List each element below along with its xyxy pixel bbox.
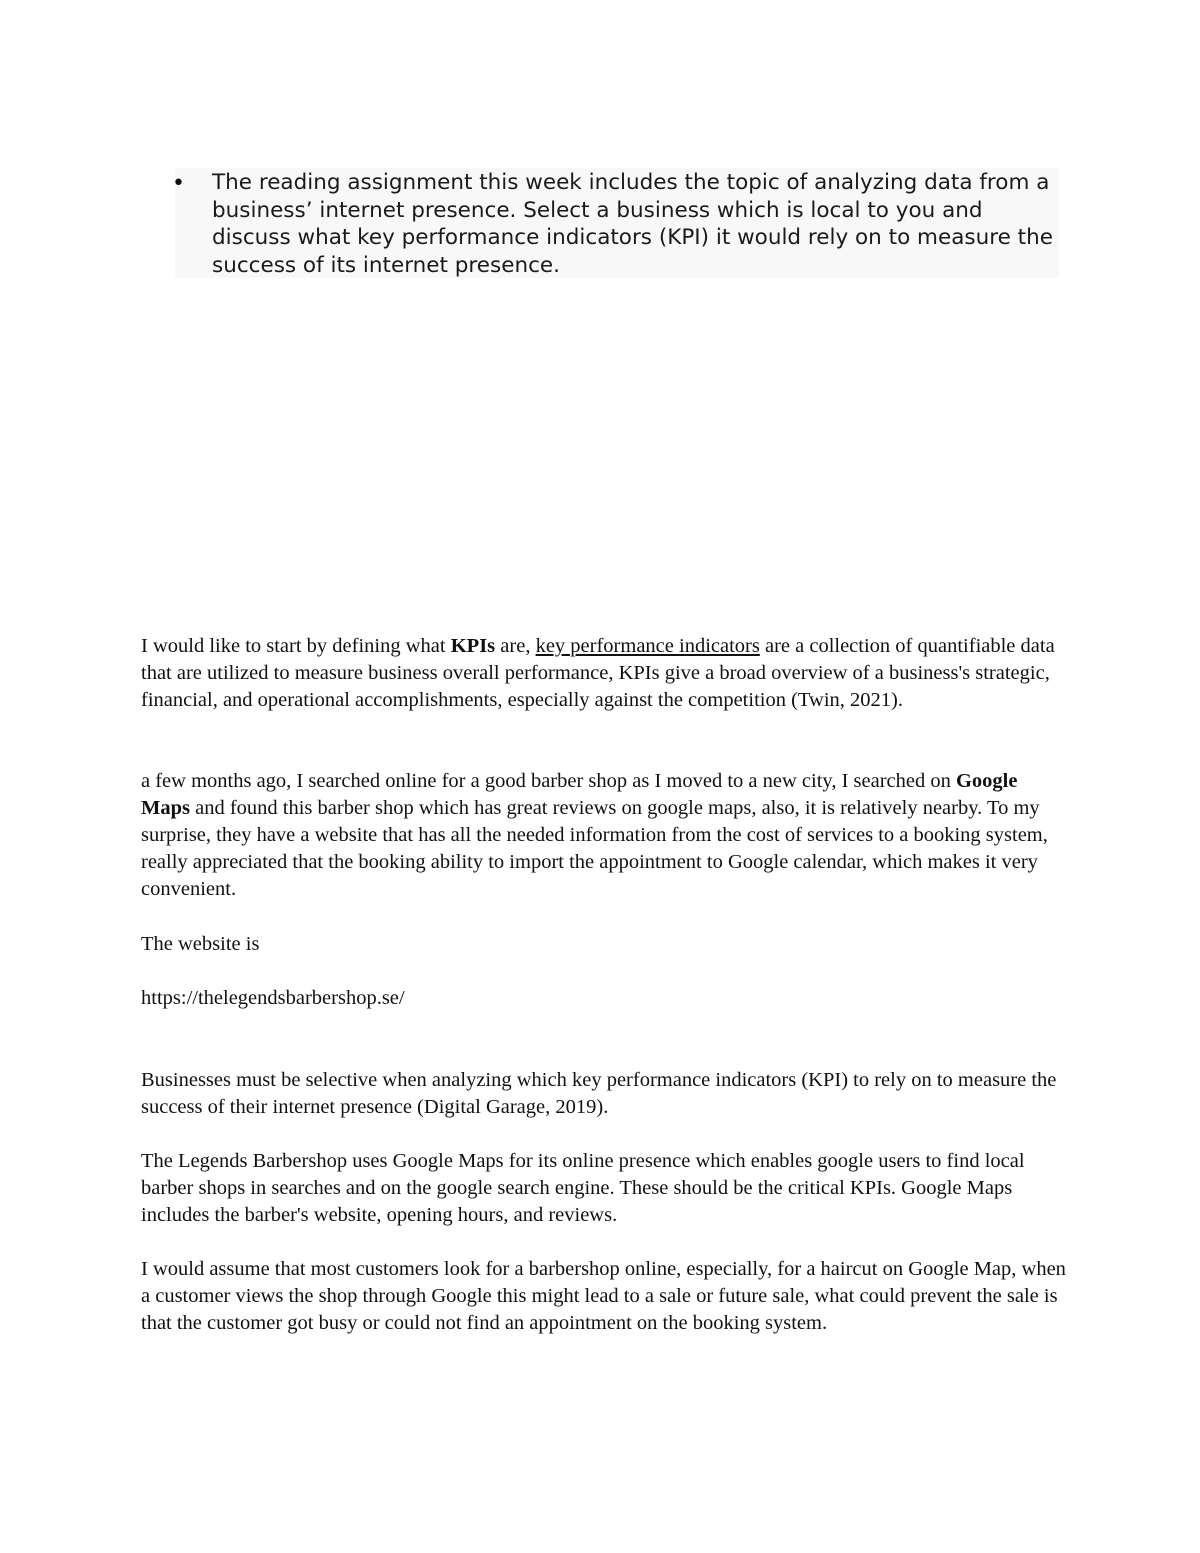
bold-term-google-maps: Google Maps xyxy=(141,770,1018,819)
paragraph-website-intro: The website is xyxy=(141,933,260,955)
assignment-prompt: The reading assignment this week includes the topic of analyzing data from a business’ internet presence. Select a business which is local to you and discuss what key performance indicators (KPI) it would rely on to measure the success of its internet presence. xyxy=(212,170,1053,278)
text-run: are a collection of quantifiable data that are utilized to measure business overall performance, KPIs give a broad overview of a business's strategic, financial, and operational accomplishments, especially against the competition (Twin, 2021). xyxy=(141,635,1055,711)
paragraph-website-url: https://thelegendsbarbershop.se/ xyxy=(141,987,405,1009)
paragraph-barber-search xyxy=(141,768,1066,903)
bullet-point: • xyxy=(172,171,185,196)
paragraph-selective-kpi: Businesses must be selective when analyzing which key performance indicators (KPI) to rely on to measure the success of their internet presence (Digital Garage, 2019). xyxy=(141,1069,1057,1118)
paragraph-google-maps-presence: The Legends Barbershop uses Google Maps for its online presence which enables google users to find local barber shops in searches and on the google search engine. These should be the critical KPIs. Google Maps includes the barber's website, opening hours, and reviews. xyxy=(141,1150,1025,1226)
text-run: a few months ago, I searched online for a good barber shop as I moved to a new city, I searched on xyxy=(141,770,956,792)
underlined-term: key performance indicators xyxy=(535,635,760,657)
text-run: I would like to start by defining what xyxy=(141,635,451,657)
paragraph-kpi-definition xyxy=(141,633,1066,714)
text-run: are, xyxy=(495,635,536,657)
bold-term-kpis: KPIs xyxy=(450,635,496,657)
text-run: and found this barber shop which has great reviews on google maps, also, it is relatively nearby. To my surprise, they have a website that has all the needed information from the cost of services to a booking system, really appreciated that the booking ability to import the appointment to Google calendar, which makes it very convenient. xyxy=(141,797,1048,900)
paragraph-customer-assumption: I would assume that most customers look for a barbershop online, especially, for a haircut on Google Map, when a customer views the shop through Google this might lead to a sale or future sale, what could prevent the sale is that the customer got busy or could not find an appointment on the booking system. xyxy=(141,1258,1066,1334)
